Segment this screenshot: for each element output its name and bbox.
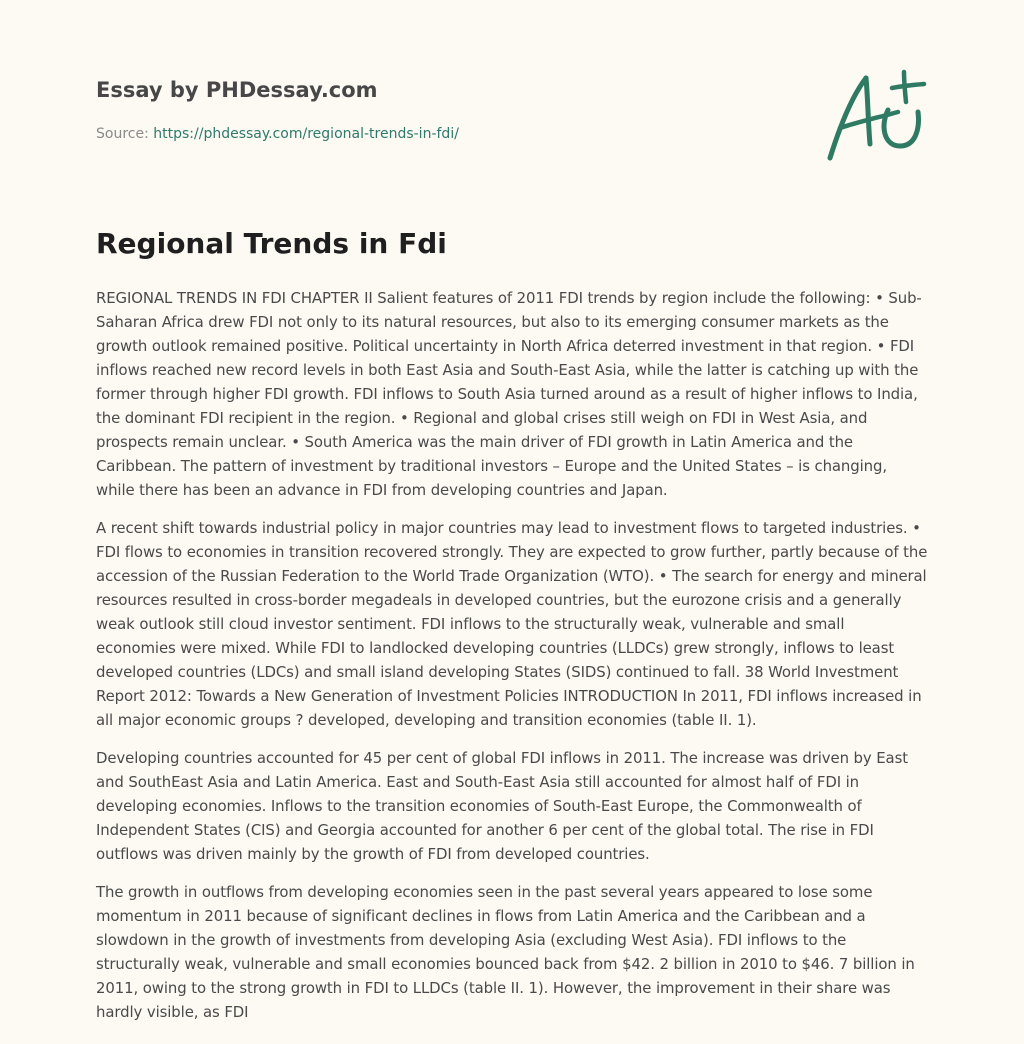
essay-body bbox=[96, 286, 928, 1038]
paragraph: Developing countries accounted for 45 per cent of global FDI inflows in 2011. The increase was driven by East and SouthEast Asia and Latin America. East and South-East Asia still accounted for almost half of FDI in developing economies. Inflows to the transition economies of South-East Europe, the Commonwealth of Independent States (CIS) and Georgia accounted for another 6 per cent of the global total. The rise in FDI outflows was driven mainly by the growth of FDI from developed countries. bbox=[96, 749, 908, 863]
paragraph: REGIONAL TRENDS IN FDI CHAPTER II Salient features of 2011 FDI trends by region include the following: • Sub-Saharan Africa drew FDI not only to its natural resources, but also to its emerging consumer markets as the growth outlook remained positive. Political uncertainty in North Africa deterred investment in that region. • FDI inflows reached new record levels in both East Asia and South-East Asia, while the latter is catching up with the former through higher FDI growth. FDI inflows to South Asia turned around as a result of higher inflows to India, the dominant FDI recipient in the region. • Regional and global crises still weigh on FDI in West Asia, and prospects remain unclear. • South America was the main driver of FDI growth in Latin America and the Caribbean. The pattern of investment by traditional investors – Europe and the United States – is changing, while there has been an advance in FDI from developing countries and Japan. bbox=[96, 289, 922, 499]
paragraph: The growth in outflows from developing economies seen in the past several years appeared to lose some momentum in 2011 because of significant declines in flows from Latin America and the Caribbean and a slowdown in the growth of investments from developing Asia (excluding West Asia). FDI inflows to the structurally weak, vulnerable and small economies bounced back from $42. 2 billion in 2010 to $46. 7 billion in 2011, owing to the strong growth in FDI to LLDCs (table II. 1). However, the improvement in their share was hardly visible, as FDI bbox=[96, 883, 915, 1021]
paragraph: A recent shift towards industrial policy in major countries may lead to investment flows to targeted industries. • FDI flows to economies in transition recovered strongly. They are expected to grow further, partly because of the accession of the Russian Federation to the World Trade Organization (WTO). • The search for energy and mineral resources resulted in cross-border megadeals in developed countries, but the eurozone crisis and a generally weak outlook still cloud investor sentiment. FDI inflows to the structurally weak, vulnerable and small economies were mixed. While FDI to landlocked developing countries (LLDCs) grew strongly, inflows to least developed countries (LDCs) and small island developing States (SIDS) continued to fall. 38 World Investment Report 2012: Towards a New Generation of Investment Policies INTRODUCTION In 2011, FDI inflows increased in all major economic groups ? developed, developing and transition economies (table II. 1). bbox=[96, 519, 928, 729]
site-title: Essay by PHDessay.com bbox=[96, 78, 378, 102]
source-line bbox=[96, 124, 796, 144]
source-label: Source: bbox=[96, 126, 154, 142]
document-title: Regional Trends in Fdi bbox=[96, 227, 447, 260]
essay-header bbox=[96, 76, 796, 144]
a-plus-logo-icon bbox=[820, 66, 930, 166]
source-link[interactable]: https://phdessay.com/regional-trends-in-fdi/ bbox=[153, 126, 459, 142]
